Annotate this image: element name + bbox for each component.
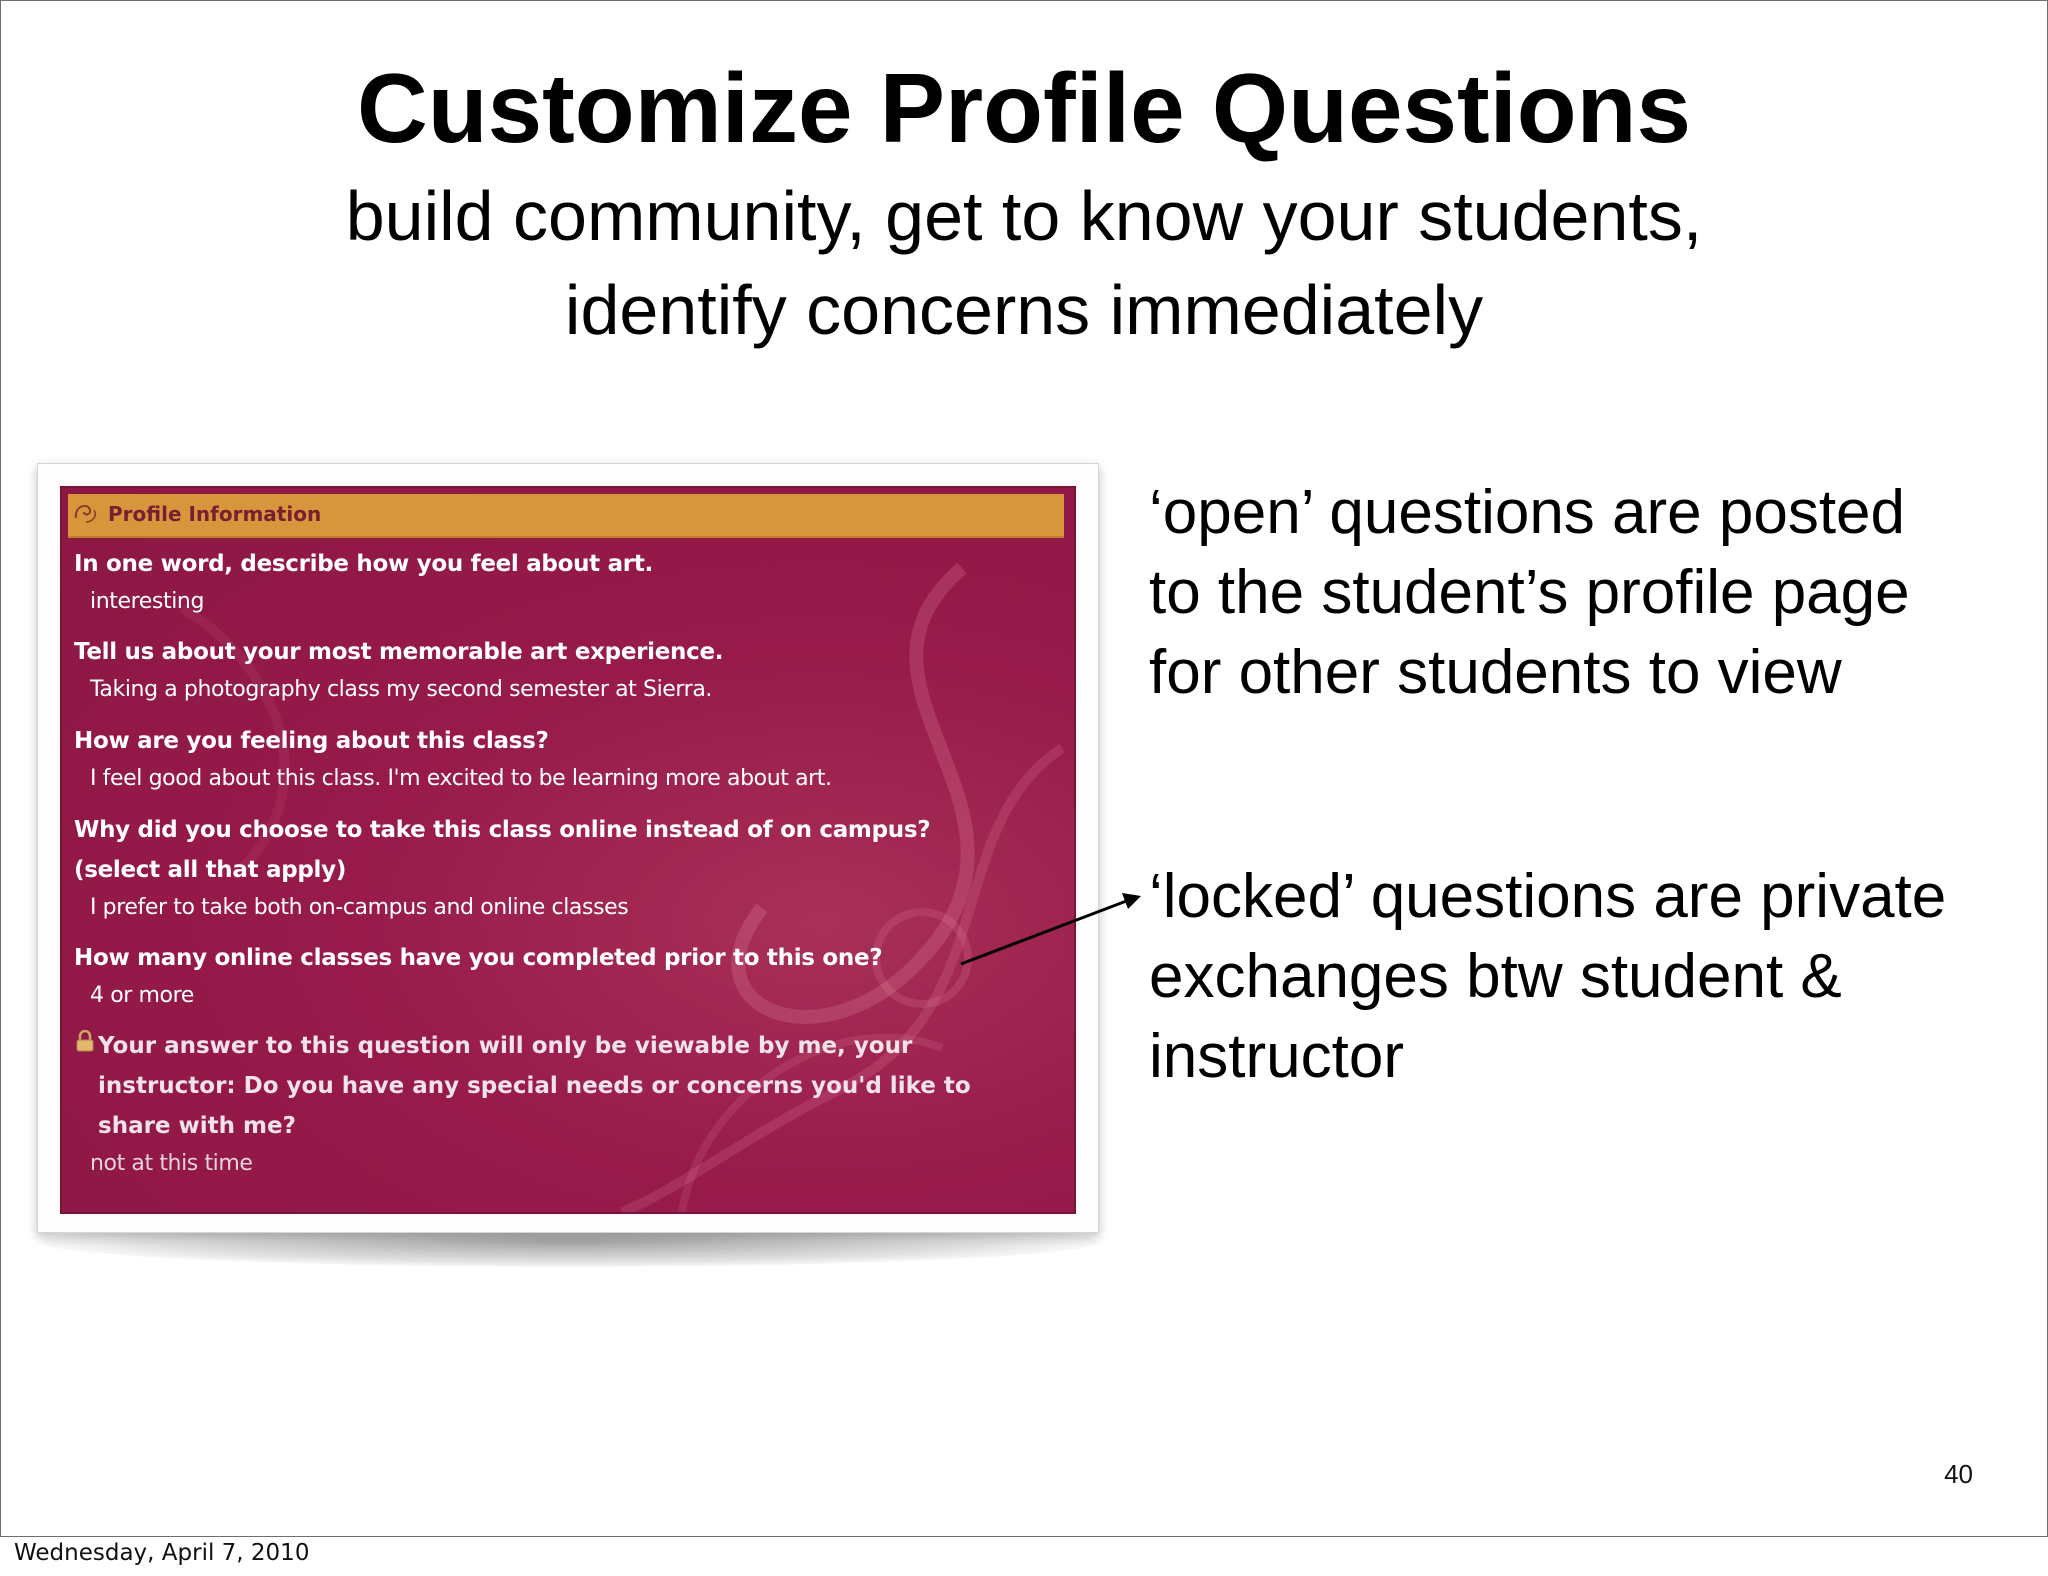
note-line: ‘open’ questions are posted [1149,478,1906,547]
profile-question: How many online classes have you completed prior to this one? [74,945,883,971]
profile-answer: Taking a photography class my second semester at Sierra. [90,677,712,702]
profile-screenshot [37,463,1099,1233]
profile-question: In one word, describe how you feel about art. [74,551,653,577]
ornament-icon [72,498,100,526]
locked-questions-note [1149,857,1946,1097]
profile-answer: 4 or more [90,983,194,1008]
locked-question-block [74,1026,1018,1182]
profile-question: (select all that apply) [74,857,347,883]
profile-question-block [74,938,882,1014]
note-line: exchanges btw student & [1149,942,1842,1011]
panel-header [68,494,1064,538]
open-questions-note [1149,473,1910,713]
locked-question-text: Your answer to this question will only be viewable by me, your instructor: Do you have any special needs or concerns you'd like to share with me? [98,1033,971,1139]
footer-date: Wednesday, April 7, 2010 [14,1540,310,1566]
subtitle-line: identify concerns immediately [564,271,1484,349]
subtitle-line: build community, get to know your students, [345,177,1703,255]
page-number: 40 [1944,1459,1973,1489]
profile-question-block [74,632,723,708]
locked-answer: not at this time [90,1151,253,1176]
profile-information-panel [60,486,1076,1214]
note-line: ‘locked’ questions are private [1149,862,1947,931]
profile-question-block [74,721,832,797]
profile-answer: I prefer to take both on-campus and online classes [90,895,629,920]
profile-question: Tell us about your most memorable art experience. [74,639,724,665]
slide-title: Customize Profile Questions [356,53,1692,163]
profile-question-block [74,810,930,926]
profile-question-block [74,544,653,620]
lock-icon [76,1030,94,1052]
profile-question: Why did you choose to take this class online instead of on campus? [74,817,931,843]
panel-header-label: Profile Information [108,502,322,526]
note-line: to the student’s profile page [1149,558,1910,627]
profile-answer: I feel good about this class. I'm excited to be learning more about art. [90,766,832,791]
note-line: for other students to view [1149,638,1842,707]
profile-answer: interesting [90,589,205,614]
profile-question: How are you feeling about this class? [74,728,549,754]
note-line: instructor [1149,1022,1404,1091]
locked-question [74,1026,1018,1146]
slide-subtitle [1,169,2047,357]
